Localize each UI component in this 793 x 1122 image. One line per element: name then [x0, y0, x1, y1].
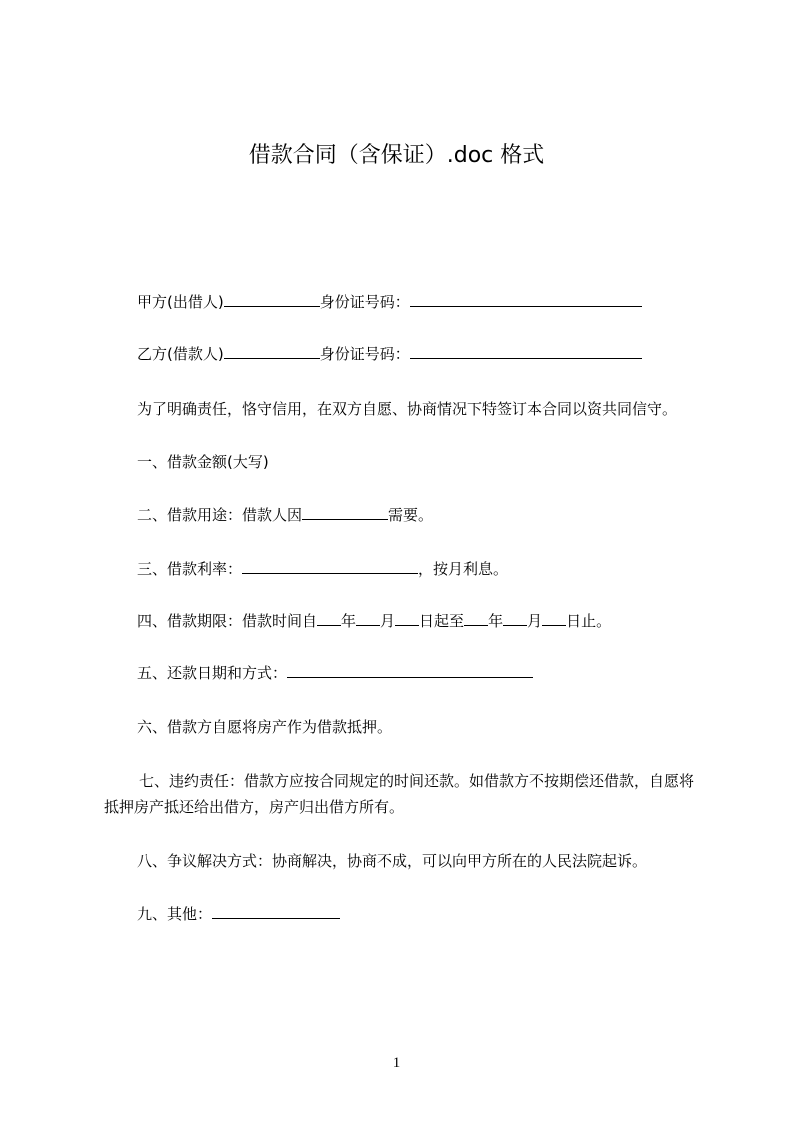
clause-8-dispute: 八、争议解决方式：协商解决，协商不成，可以向甲方所在的人民法院起诉。 [137, 852, 648, 870]
clause-9-other [137, 903, 340, 925]
clause-2-purpose [137, 504, 433, 526]
clause-4-term [137, 610, 611, 632]
clause-4-end-day-blank [542, 611, 566, 626]
party-a-id-label: 身份证号码： [319, 293, 410, 311]
clause-1-amount: 一、借款金额(大写) [137, 453, 269, 471]
clause-6-mortgage: 六、借款方自愿将房产作为借款抵押。 [137, 718, 393, 736]
clause-4-month-2: 月 [527, 612, 543, 630]
clause-2-purpose-blank [302, 505, 388, 520]
party-a-name-blank [224, 292, 320, 307]
party-b-id-label: 身份证号码： [319, 345, 410, 363]
party-a-id-blank [410, 292, 642, 307]
clause-4-end-year-blank [464, 611, 488, 626]
clause-3-prefix: 三、借款利率： [137, 560, 243, 578]
document-title: 借款合同（含保证）.doc 格式 [248, 143, 545, 168]
clause-2-prefix: 二、借款用途：借款人因 [137, 506, 303, 524]
party-a-line [137, 291, 642, 313]
clause-7-liability [104, 768, 704, 820]
clause-4-start-month-blank [356, 611, 380, 626]
clause-4-end-month-blank [503, 611, 527, 626]
party-b-id-blank [410, 344, 642, 359]
party-a-label: 甲方(出借人) [137, 293, 224, 311]
clause-9-prefix: 九、其他： [137, 905, 213, 923]
clause-4-month-1: 月 [380, 612, 396, 630]
clause-5-repayment [137, 662, 533, 684]
clause-9-other-blank [212, 904, 340, 919]
preamble: 为了明确责任，恪守信用，在双方自愿、协商情况下特签订本合同以资共同信守。 [137, 400, 678, 418]
clause-4-year-1: 年 [341, 612, 357, 630]
party-b-name-blank [224, 344, 320, 359]
clause-7-text: 七、违约责任：借款方应按合同规定的时间还款。如借款方不按期偿还借款，自愿将抵押房产抵还给出借方，房产归出借方所有。 [104, 772, 695, 816]
clause-4-end: 日止。 [566, 612, 612, 630]
clause-3-suffix: ，按月利息。 [418, 560, 509, 578]
clause-5-repayment-blank [287, 663, 533, 678]
party-b-label: 乙方(借款人) [137, 345, 224, 363]
clause-4-start-year-blank [317, 611, 341, 626]
party-b-line [137, 343, 642, 365]
clause-4-start-day-blank [395, 611, 419, 626]
clause-4-year-2: 年 [488, 612, 504, 630]
clause-3-interest [137, 558, 508, 580]
clause-3-rate-blank [242, 559, 418, 574]
clause-2-suffix: 需要。 [388, 506, 434, 524]
clause-5-prefix: 五、还款日期和方式： [137, 664, 288, 682]
clause-4-from: 日起至 [419, 612, 465, 630]
clause-4-prefix: 四、借款期限：借款时间自 [137, 612, 318, 630]
page-number: 1 [392, 1055, 401, 1071]
